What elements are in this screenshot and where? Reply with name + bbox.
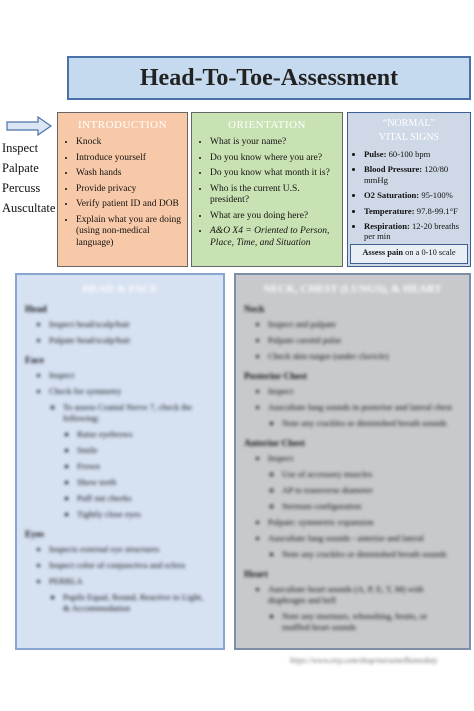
list-item: • Wash hands — [76, 168, 183, 180]
list-item: • Inspects external eye structures — [49, 544, 217, 555]
step-auscultate: Auscultate — [2, 201, 56, 215]
list-item: • Auscultate heart sounds (A, P, E, T, M) with diaphragm and bell — [268, 584, 463, 606]
vital-value: 12-20 breaths per min — [364, 221, 460, 242]
list-item: ▪ Note any crackles or diminished breath sounds — [282, 549, 457, 560]
vital-respiration — [364, 221, 466, 242]
list-item: • Knock — [76, 137, 183, 149]
list-item: • Inspect color of conjunctiva and sclera — [49, 560, 217, 571]
head-face-heading: HEAD & FACE — [82, 283, 158, 295]
list-item: • Do you know what month it is? — [210, 168, 338, 180]
heart-label: Heart — [244, 570, 268, 580]
list-item: • Inspect — [268, 386, 463, 397]
list-item: • Inspect — [268, 453, 463, 464]
list-item: • Inspect head/scalp/hair — [49, 319, 217, 330]
list-item: • What are you doing here? — [210, 211, 338, 223]
vital-value: 97.8-99.1°F — [416, 205, 458, 216]
vital-value: 60-100 bpm — [388, 149, 431, 159]
assessment-steps — [2, 138, 55, 218]
list-item: • Check skin turgor (under clavicle) — [268, 351, 463, 362]
vital-temperature — [364, 206, 466, 216]
vital-value: 95-100% — [421, 190, 453, 201]
pain-assessment-note — [350, 244, 468, 264]
face-label: Face — [25, 356, 44, 366]
step-palpate: Palpate — [2, 161, 39, 175]
list-item: • Inspect and palpate — [268, 319, 463, 330]
orientation-note: • A&O X4 = Oriented to Person, Place, Time, and Situation — [210, 226, 338, 249]
vital-label: Respiration: — [364, 221, 410, 232]
list-item: ◦ To assess Cranial Nerve 7, check the following: — [63, 402, 211, 424]
list-item: ▪ Pupils Equal, Round, Reactive to Light, & Accommodation — [63, 592, 211, 614]
introduction-list — [58, 137, 187, 249]
neck-label: Neck — [244, 305, 265, 315]
list-item: • Inspect — [49, 370, 217, 381]
list-item: ◦ Use of accessory muscles — [282, 469, 457, 480]
posterior-chest-label: Posterior Chest — [244, 372, 307, 382]
list-item: • What is your name? — [210, 137, 338, 149]
list-item: ◦ AP to transverse diameter — [282, 485, 457, 496]
list-item: • Introduce yourself — [76, 153, 183, 165]
vital-label: Temperature: — [364, 205, 415, 216]
introduction-heading: INTRODUCTION — [77, 119, 168, 131]
step-inspect: Inspect — [2, 141, 39, 155]
vitals-heading — [348, 117, 470, 145]
pain-rest: on a 0-10 scale — [403, 248, 456, 257]
list-item: ◦ Sternum configuration — [282, 501, 457, 512]
list-item: • Check for symmetry — [49, 386, 217, 397]
list-item: ▪ Note any crackles or diminished breath sounds — [282, 418, 457, 429]
list-item: ▪ Raise eyebrows — [77, 429, 205, 440]
pain-label: Assess pain — [362, 248, 404, 257]
list-item: • Provide privacy — [76, 184, 183, 196]
head-face-box — [15, 273, 225, 650]
orientation-list — [192, 137, 342, 249]
vital-pulse — [364, 149, 466, 159]
list-item: • Palpate carotid pulse — [268, 335, 463, 346]
vital-label: O2 Saturation: — [364, 190, 420, 201]
list-item: ▪ Puff out cheeks — [77, 493, 205, 504]
list-item: • Palpate head/scalp/hair — [49, 335, 217, 346]
vital-o2-saturation — [364, 190, 466, 200]
list-item: • Explain what you are doing (using non-medical language) — [76, 215, 183, 250]
neck-chest-heart-box — [234, 273, 471, 650]
list-item: • Do you know where you are? — [210, 153, 338, 165]
step-percuss: Percuss — [2, 181, 41, 195]
head-label: Head — [25, 305, 47, 315]
vitals-heading-line1: “NORMAL” — [382, 118, 436, 129]
vital-label: Pulse: — [364, 149, 387, 159]
list-item: ▪ Smile — [77, 445, 205, 456]
anterior-chest-label: Anterior Chest — [244, 439, 305, 449]
list-item: • Verify patient ID and DOB — [76, 199, 183, 211]
orientation-box — [191, 112, 343, 267]
eyes-label: Eyes — [25, 530, 44, 540]
vital-label: Blood Pressure: — [364, 164, 423, 175]
list-item: ▪ Note any murmurs, whooshing, bruits, or muffled heart sounds — [282, 611, 457, 633]
vitals-list — [348, 149, 470, 242]
vital-value: 120/80 mmHg — [364, 164, 449, 185]
list-item: • Auscultate lung sounds in posterior and lateral chest — [268, 402, 463, 413]
arrow-right-icon — [6, 116, 52, 136]
list-item: • Palpate: symmetric expansion — [268, 517, 463, 528]
vital-blood-pressure — [364, 164, 466, 185]
page-title: Head-To-Toe-Assessment — [67, 56, 471, 100]
list-item: • Who is the current U.S. president? — [210, 184, 338, 207]
vitals-heading-line2: VITAL SIGNS — [378, 132, 440, 143]
list-item: ▪ Tightly close eyes — [77, 509, 205, 520]
orientation-heading: ORIENTATION — [228, 119, 306, 131]
neck-chest-heading: NECK, CHEST (LUNGS), & HEART — [263, 283, 442, 295]
footer-url: https://www.etsy.com/shop/nursemelhomeduty — [290, 656, 438, 665]
list-item: • Auscultate lung sounds - anterior and lateral — [268, 533, 463, 544]
list-item: ▪ Frown — [77, 461, 205, 472]
list-item: • PERRLA — [49, 576, 217, 587]
introduction-box — [57, 112, 188, 267]
list-item: ▪ Show teeth — [77, 477, 205, 488]
